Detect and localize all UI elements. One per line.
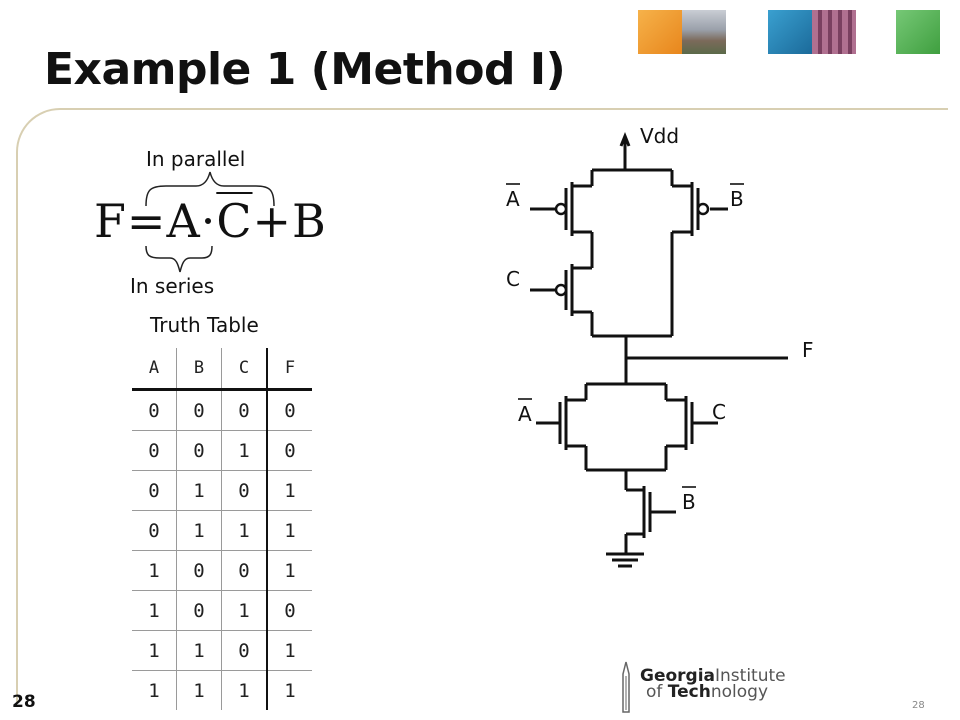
cell: 1 xyxy=(222,591,268,631)
header-image-orange xyxy=(638,10,682,54)
slide-number-left: 28 xyxy=(12,692,36,712)
cell: 1 xyxy=(177,671,222,711)
georgia-tech-tower-icon xyxy=(616,660,636,716)
cell: 0 xyxy=(177,591,222,631)
cell: 1 xyxy=(267,511,312,551)
logo-georgia: Georgia xyxy=(640,666,716,686)
formula-part-lhs: F=A xyxy=(94,194,201,248)
cell: 0 xyxy=(177,551,222,591)
formula-part-rhs: +B xyxy=(252,194,327,248)
pmos-a-bubble xyxy=(556,204,566,214)
georgia-tech-logo xyxy=(640,668,786,700)
vdd-label: Vdd xyxy=(640,124,680,148)
cell: 1 xyxy=(132,631,177,671)
cell: 1 xyxy=(222,511,268,551)
cell: 0 xyxy=(132,511,177,551)
cell: 1 xyxy=(177,471,222,511)
cell: 1 xyxy=(177,631,222,671)
cell: 0 xyxy=(267,390,312,431)
logo-institute: Institute xyxy=(715,666,786,686)
header-c: C xyxy=(222,348,268,390)
cell: 0 xyxy=(222,551,268,591)
table-row xyxy=(132,390,312,431)
cell: 0 xyxy=(222,390,268,431)
truth-table xyxy=(132,348,312,710)
slide-number-right: 28 xyxy=(912,700,925,711)
pmos-b-bubble xyxy=(698,204,708,214)
header-b: B xyxy=(177,348,222,390)
cell: 0 xyxy=(267,591,312,631)
cell: 1 xyxy=(132,591,177,631)
in-parallel-label: In parallel xyxy=(146,147,246,171)
pmos-c-bubble xyxy=(556,285,566,295)
nmos-a-label: A xyxy=(518,402,532,426)
nmos-b-label: B xyxy=(682,490,696,514)
pmos-c-label: C xyxy=(506,267,520,291)
cell: 1 xyxy=(267,471,312,511)
header-image-blue xyxy=(768,10,812,54)
table-row xyxy=(132,591,312,631)
header-a: A xyxy=(132,348,177,390)
cell: 0 xyxy=(177,390,222,431)
cell: 1 xyxy=(132,551,177,591)
logo-line-2 xyxy=(646,684,786,700)
table-row xyxy=(132,671,312,711)
logo-tech: Tech xyxy=(667,682,711,702)
in-series-label: In series xyxy=(130,274,215,298)
cell: 0 xyxy=(222,471,268,511)
cell: 1 xyxy=(222,431,268,471)
cell: 0 xyxy=(132,431,177,471)
cell: 1 xyxy=(177,511,222,551)
cell: 1 xyxy=(132,671,177,711)
output-f-label: F xyxy=(802,338,814,362)
cell: 0 xyxy=(177,431,222,471)
formula-dot: · xyxy=(200,194,217,248)
table-row xyxy=(132,471,312,511)
nmos-c-label: C xyxy=(712,400,726,424)
cell: 1 xyxy=(267,551,312,591)
table-row xyxy=(132,511,312,551)
header-image-chip xyxy=(812,10,856,54)
circuit-wires xyxy=(530,136,788,566)
cell: 0 xyxy=(267,431,312,471)
truth-table-title: Truth Table xyxy=(150,313,259,337)
cell: 1 xyxy=(284,679,296,702)
formula xyxy=(94,194,327,248)
cell: 1 xyxy=(267,631,312,671)
cell: 1 xyxy=(222,671,268,711)
logo-nology: nology xyxy=(710,682,769,702)
cell: 0 xyxy=(222,631,268,671)
table-row xyxy=(132,631,312,671)
logo-of: of xyxy=(646,682,668,702)
page-title: Example 1 (Method I) xyxy=(44,44,566,95)
header-image-green xyxy=(896,10,940,54)
cmos-circuit xyxy=(480,110,840,590)
header-f: F xyxy=(267,348,312,390)
header-image-campus xyxy=(682,10,726,54)
truth-table-header-row xyxy=(132,348,312,390)
table-row xyxy=(132,431,312,471)
table-row xyxy=(132,551,312,591)
formula-c-bar: $\overline{C}$ xyxy=(216,194,253,248)
pmos-a-label: A xyxy=(506,187,520,211)
cell: 0 xyxy=(132,471,177,511)
pmos-b-label: B xyxy=(730,187,744,211)
cell: 0 xyxy=(132,390,177,431)
